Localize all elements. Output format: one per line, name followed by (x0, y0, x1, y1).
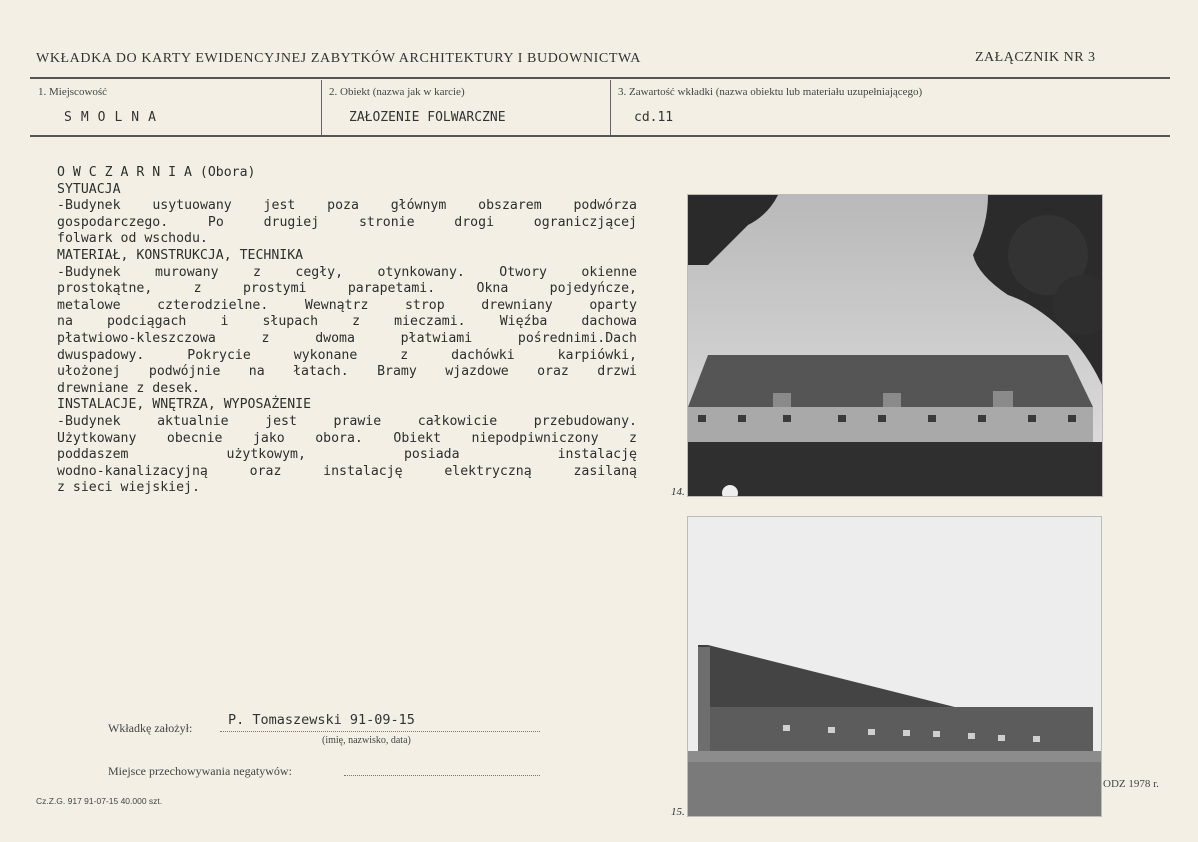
text-line: Użytkowany obecnie jako obora. Obiekt niepodpiwniczony z (57, 430, 637, 446)
text-line: płatwiowo-kleszczowa z dwoma płatwiami pośrednimi.Dach (57, 330, 637, 346)
founder-value: P. Tomaszewski 91-09-15 (228, 712, 415, 728)
section-title-situation: SYTUACJA (57, 181, 121, 197)
column-divider-2 (610, 80, 611, 135)
section-title-installations: INSTALACJE, WNĘTRZA, WYPOSAŻENIE (57, 397, 312, 413)
founder-line (220, 731, 540, 732)
text-line: prostokątne, z prostymi parapetami. Okna pojedyńcze, (57, 281, 637, 297)
column-divider-1 (321, 80, 322, 135)
founder-hint: (imię, nazwisko, data) (322, 735, 411, 746)
print-info: Cz.Z.G. 917 91-07-15 40.000 szt. (36, 796, 163, 806)
field-label-locality: 1. Miejscowość (38, 86, 108, 98)
text-line: gospodarczego. Po drugiej stronie drogi ograniczjącej (57, 214, 637, 230)
field-label-content: 3. Zawartość wkładki (nazwa obiektu lub materiału uzupełniającego) (618, 86, 923, 98)
section-title-material: MATERIAŁ, KONSTRUKCJA, TECHNIKA (57, 247, 304, 263)
text-line: dwuspadowy. Pokrycie wykonane z dachówki karpiówki, (57, 347, 637, 363)
text-line: drewniane z desek. (57, 380, 200, 396)
object-heading: O W C Z A R N I A (Obora) (57, 165, 256, 180)
text-line: ułożonej podwójnie na łatach. Bramy wjazdowe oraz drzwi (57, 364, 637, 380)
bottom-rule (30, 135, 1170, 137)
photo-building-side (688, 517, 1101, 816)
photo-number: 15. (671, 806, 685, 818)
text-line: folwark od wschodu. (57, 231, 208, 247)
negatives-label: Miejsce przechowywania negatywów: (108, 764, 292, 778)
text-line: na podciągach i słupach z mieczami. Więźba dachowa (57, 314, 637, 330)
odz-mark: ODZ 1978 r. (1103, 778, 1159, 790)
negatives-line (344, 775, 540, 776)
text-line: z sieci wiejskiej. (57, 480, 200, 496)
card-title: WKŁADKA DO KARTY EWIDENCYJNEJ ZABYTKÓW ARCHITEKTURY I BUDOWNICTWA (36, 51, 641, 66)
text-line: -Budynek murowany z cegły, otynkowany. Otwory okienne (57, 264, 637, 280)
field-value-locality: SMOLNA (64, 110, 165, 125)
field-value-content: cd.11 (634, 110, 674, 125)
field-label-object: 2. Obiekt (nazwa jak w karcie) (329, 86, 465, 98)
field-value-object: ZAŁOZENIE FOLWARCZNE (349, 110, 506, 125)
text-line: -Budynek usytuowany jest poza głównym obszarem podwórza (57, 198, 637, 214)
text-line: poddaszem użytkowym, posiada instalację (57, 447, 637, 463)
text-line: -Budynek aktualnie jest prawie całkowicie przebudowany. (57, 413, 637, 429)
photo-number: 14. (671, 486, 685, 498)
top-rule (30, 77, 1170, 79)
annex-number: ZAŁĄCZNIK NR 3 (975, 50, 1096, 65)
photo-building-front (688, 195, 1102, 496)
description-text (57, 165, 637, 497)
text-line: metalowe czterodzielne. Wewnątrz strop drewniany oparty (57, 297, 637, 313)
founder-label: Wkładkę założył: (108, 721, 193, 735)
text-line: wodno-kanalizacyjną oraz instalację elektryczną zasilaną (57, 463, 637, 479)
